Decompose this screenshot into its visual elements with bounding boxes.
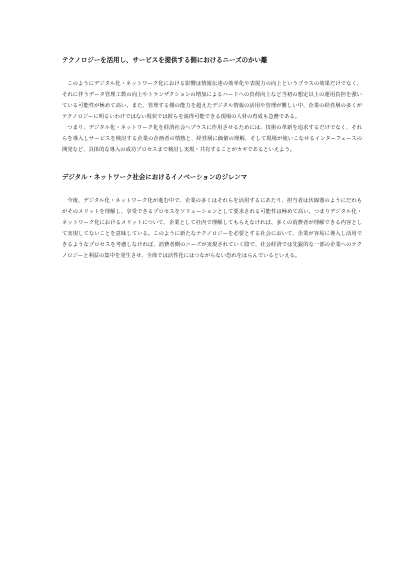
section-heading-needs-gap: テクノロジーを活用し、サービスを提供する側におけるニーズのかい離 (62, 56, 268, 64)
section-innovation-dilemma (62, 173, 362, 262)
section-heading-innovation-dilemma: デジタル・ネットワーク社会におけるイノベーションのジレンマ (62, 173, 248, 181)
paragraph: 今後、デジタル化・ネットワーク化が進む中で、企業の多くはそれらを活用するにあたり、担当者は伏線器のようにだれもがそのメリットを理解し、享受できるプロセスをソリューションとして要求される可能性は極めて高い。つまりデジタル化・ネットワーク化におけるメリットについて、企業として社内で理解してもらえなければ、多くの消費者が理解できる内容として実現してないことを意味している。このように新たなテクノロジーを必要とする社会において、企業が容易に導入し活用できるようなプロセスを考慮しなければ、消費者側のニーズが実現されていく陰で、社会経済では先鋭的な一部の企業へのテクノロジーと利益の集中を発生させ、全体では活性化にはつながらない恐れをはらんでいるといえる。 (62, 198, 362, 259)
document-body (62, 56, 362, 262)
paragraph: つまり、デジタル化・ネットワーク化を経済社会へプラスに作用させるためには、技術の革新を追求するだけでなく、それらを導入しサービスを検討する企業の企画者の情熱と、経営層に価値の理解、そして現場が使いこなせるインターフェースの開発など、具体的な導入の成功プロセスまで検討し実現・共有することがカギであるといえよう。 (62, 125, 362, 153)
paragraph: このようにデジタル化・ネットワーク化における影響は情報伝達の効率化や表現力の向上というプラスの効果だけでなく、それに伴うデータ管理工数の向上やトランザクションの増加によるハードへの負荷向上など当初の想定以上の運用負担を強いている可能性が極めて高い。また、管理する側の能力を超えたデジタル情報の活用や管理が難しい中、企業の経営層の多くがテクノロジーに明るいわけではない現状では彼らを説得可能できる現場の人材の育成も急務である。 (62, 81, 362, 120)
